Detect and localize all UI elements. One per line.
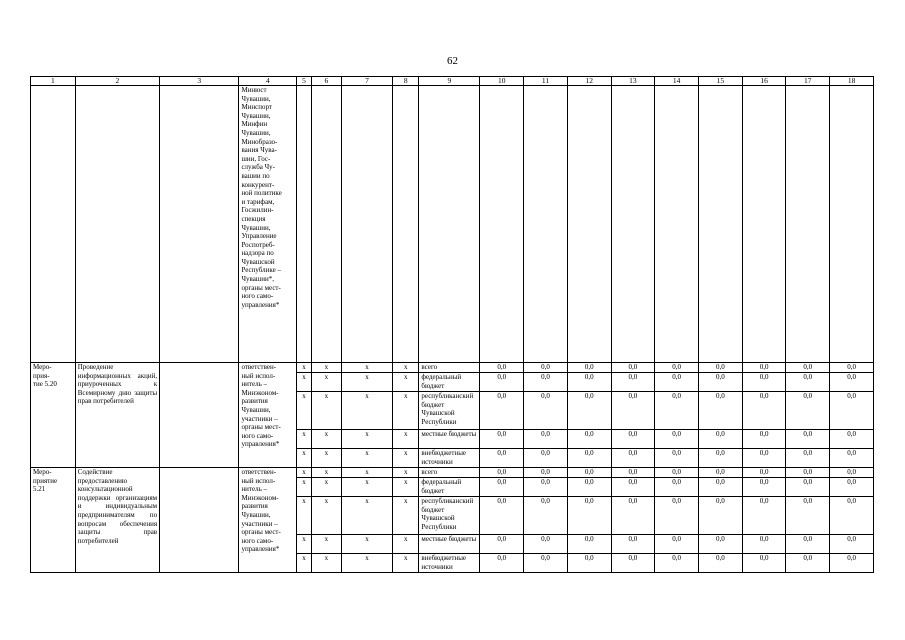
- amount-cell: 0,0: [567, 373, 611, 392]
- amount-cell: 0,0: [699, 554, 743, 573]
- table-cell: [699, 86, 743, 363]
- mark-cell: х: [311, 363, 342, 373]
- amount-cell: 0,0: [742, 468, 786, 478]
- amount-cell: 0,0: [786, 363, 830, 373]
- col-header: 14: [655, 77, 699, 86]
- amount-cell: 0,0: [742, 497, 786, 535]
- mark-cell: х: [311, 497, 342, 535]
- amount-cell: 0,0: [742, 554, 786, 573]
- mark-cell: х: [297, 535, 311, 554]
- amount-cell: 0,0: [480, 554, 524, 573]
- amount-cell: 0,0: [742, 449, 786, 468]
- mark-cell: х: [392, 373, 418, 392]
- amount-cell: 0,0: [742, 535, 786, 554]
- amount-cell: 0,0: [830, 478, 874, 497]
- funding-source: республиканский бюджет Чувашской Республики: [419, 497, 480, 535]
- amount-cell: 0,0: [699, 478, 743, 497]
- mark-cell: х: [392, 392, 418, 430]
- mark-cell: х: [311, 478, 342, 497]
- amount-cell: 0,0: [524, 554, 568, 573]
- table-cell: [742, 86, 786, 363]
- col-header: 9: [419, 77, 480, 86]
- mark-cell: х: [342, 554, 393, 573]
- amount-cell: 0,0: [524, 468, 568, 478]
- mark-cell: х: [392, 363, 418, 373]
- amount-cell: 0,0: [567, 468, 611, 478]
- table-cell: [160, 363, 239, 468]
- mark-cell: х: [297, 497, 311, 535]
- mark-cell: х: [392, 535, 418, 554]
- amount-cell: 0,0: [742, 430, 786, 449]
- funding-source: местные бюджеты: [419, 430, 480, 449]
- amount-cell: 0,0: [480, 392, 524, 430]
- amount-cell: 0,0: [524, 497, 568, 535]
- amount-cell: 0,0: [830, 363, 874, 373]
- table-cell: [75, 86, 159, 363]
- amount-cell: 0,0: [524, 430, 568, 449]
- amount-cell: 0,0: [480, 363, 524, 373]
- amount-cell: 0,0: [611, 554, 655, 573]
- amount-cell: 0,0: [524, 363, 568, 373]
- col-header: 8: [392, 77, 418, 86]
- amount-cell: 0,0: [830, 373, 874, 392]
- mark-cell: х: [311, 468, 342, 478]
- mark-cell: х: [297, 430, 311, 449]
- funding-source: внебюджетные источники: [419, 554, 480, 573]
- amount-cell: 0,0: [524, 535, 568, 554]
- amount-cell: 0,0: [699, 497, 743, 535]
- amount-cell: 0,0: [480, 449, 524, 468]
- mark-cell: х: [311, 430, 342, 449]
- amount-cell: 0,0: [567, 430, 611, 449]
- amount-cell: 0,0: [611, 497, 655, 535]
- col-header: 4: [239, 77, 297, 86]
- amount-cell: 0,0: [480, 497, 524, 535]
- measure-executors: ответствен- ный испол- нитель – Минэконом- развития Чувашии, участники – органы мест- ного само- управления*: [239, 363, 297, 468]
- mark-cell: х: [311, 392, 342, 430]
- amount-cell: 0,0: [786, 449, 830, 468]
- amount-cell: 0,0: [699, 449, 743, 468]
- amount-cell: 0,0: [786, 478, 830, 497]
- amount-cell: 0,0: [567, 392, 611, 430]
- col-header: 13: [611, 77, 655, 86]
- amount-cell: 0,0: [742, 392, 786, 430]
- mark-cell: х: [311, 535, 342, 554]
- amount-cell: 0,0: [480, 478, 524, 497]
- col-header: 3: [160, 77, 239, 86]
- amount-cell: 0,0: [480, 535, 524, 554]
- funding-source: всего: [419, 363, 480, 373]
- table-row: [31, 468, 874, 478]
- measure-title: Проведение информационных акций, приуроченных к Всемирному дню защиты прав потребителей: [75, 363, 159, 468]
- amount-cell: 0,0: [567, 363, 611, 373]
- amount-cell: 0,0: [567, 478, 611, 497]
- funding-source: федеральный бюджет: [419, 478, 480, 497]
- amount-cell: 0,0: [655, 373, 699, 392]
- mark-cell: х: [392, 430, 418, 449]
- amount-cell: 0,0: [480, 430, 524, 449]
- amount-cell: 0,0: [567, 535, 611, 554]
- amount-cell: 0,0: [786, 535, 830, 554]
- measure-title: Содействие предоставлению консультационной поддержки организациям и индивидуальным предпринимателям по вопросам обеспечения защиты прав потребителей: [75, 468, 159, 573]
- amount-cell: 0,0: [699, 535, 743, 554]
- table-cell: [297, 86, 311, 363]
- amount-cell: 0,0: [655, 535, 699, 554]
- amount-cell: 0,0: [611, 449, 655, 468]
- col-header: 15: [699, 77, 743, 86]
- amount-cell: 0,0: [699, 392, 743, 430]
- amount-cell: 0,0: [742, 363, 786, 373]
- amount-cell: 0,0: [830, 449, 874, 468]
- mark-cell: х: [342, 497, 393, 535]
- col-header: 12: [567, 77, 611, 86]
- amount-cell: 0,0: [655, 363, 699, 373]
- amount-cell: 0,0: [786, 554, 830, 573]
- amount-cell: 0,0: [830, 554, 874, 573]
- mark-cell: х: [342, 373, 393, 392]
- table-cell: [480, 86, 524, 363]
- amount-cell: 0,0: [830, 392, 874, 430]
- mark-cell: х: [297, 554, 311, 573]
- funding-source: всего: [419, 468, 480, 478]
- table-cell: [311, 86, 342, 363]
- amount-cell: 0,0: [611, 430, 655, 449]
- amount-cell: 0,0: [611, 478, 655, 497]
- amount-cell: 0,0: [611, 392, 655, 430]
- mark-cell: х: [311, 373, 342, 392]
- table-cell: [419, 86, 480, 363]
- amount-cell: 0,0: [524, 449, 568, 468]
- amount-cell: 0,0: [655, 478, 699, 497]
- table-cell: [160, 468, 239, 573]
- col-header: 1: [31, 77, 76, 86]
- col-header: 18: [830, 77, 874, 86]
- mark-cell: х: [342, 363, 393, 373]
- col-header: 7: [342, 77, 393, 86]
- table-cell: [31, 86, 76, 363]
- mark-cell: х: [297, 363, 311, 373]
- mark-cell: х: [342, 449, 393, 468]
- amount-cell: 0,0: [830, 468, 874, 478]
- table-cell: [655, 86, 699, 363]
- table-cell: [342, 86, 393, 363]
- amount-cell: 0,0: [786, 373, 830, 392]
- amount-cell: 0,0: [655, 554, 699, 573]
- mark-cell: х: [342, 478, 393, 497]
- table-cell: [567, 86, 611, 363]
- amount-cell: 0,0: [786, 392, 830, 430]
- amount-cell: 0,0: [567, 497, 611, 535]
- mark-cell: х: [392, 468, 418, 478]
- amount-cell: 0,0: [611, 535, 655, 554]
- table-cell: [160, 86, 239, 363]
- amount-cell: 0,0: [611, 468, 655, 478]
- executors-cell: Минюст Чувашии, Минспорт Чувашии, Минфин Чувашии, Минобразо- вания Чува- шии, Гос- служба Чу- вашии по конкурент- ной политике и тарифам, Госжилин- спекция Чувашии, Управление Роспотреб- надзора по Чувашской Республике – Чувашии*, органы мест- ного само- управления*: [239, 86, 297, 363]
- measure-code: Меро- прия- тие 5.20: [31, 363, 76, 468]
- funding-source: внебюджетные источники: [419, 449, 480, 468]
- col-header: 6: [311, 77, 342, 86]
- amount-cell: 0,0: [699, 363, 743, 373]
- amount-cell: 0,0: [699, 373, 743, 392]
- col-header: 11: [524, 77, 568, 86]
- table-cell: [392, 86, 418, 363]
- budget-table: [30, 76, 874, 573]
- col-header: 5: [297, 77, 311, 86]
- amount-cell: 0,0: [655, 392, 699, 430]
- mark-cell: х: [342, 535, 393, 554]
- col-header: 17: [786, 77, 830, 86]
- measure-code: Меро- приятие 5.21: [31, 468, 76, 573]
- page-number: 62: [447, 55, 458, 67]
- amount-cell: 0,0: [830, 535, 874, 554]
- amount-cell: 0,0: [830, 430, 874, 449]
- amount-cell: 0,0: [699, 430, 743, 449]
- amount-cell: 0,0: [742, 373, 786, 392]
- amount-cell: 0,0: [742, 478, 786, 497]
- mark-cell: х: [297, 392, 311, 430]
- amount-cell: 0,0: [655, 430, 699, 449]
- mark-cell: х: [392, 554, 418, 573]
- amount-cell: 0,0: [786, 497, 830, 535]
- mark-cell: х: [342, 392, 393, 430]
- funding-source: федеральный бюджет: [419, 373, 480, 392]
- amount-cell: 0,0: [524, 392, 568, 430]
- amount-cell: 0,0: [567, 449, 611, 468]
- table-cell: [524, 86, 568, 363]
- mark-cell: х: [342, 430, 393, 449]
- amount-cell: 0,0: [655, 468, 699, 478]
- measure-executors: ответствен- ный испол- нитель – Минэконом- развития Чувашии, участники – органы мест- ного само- управления*: [239, 468, 297, 573]
- amount-cell: 0,0: [480, 468, 524, 478]
- table-row-continuation: [31, 86, 874, 363]
- funding-source: местные бюджеты: [419, 535, 480, 554]
- amount-cell: 0,0: [567, 554, 611, 573]
- mark-cell: х: [297, 373, 311, 392]
- mark-cell: х: [392, 449, 418, 468]
- mark-cell: х: [297, 478, 311, 497]
- mark-cell: х: [342, 468, 393, 478]
- funding-source: республиканский бюджет Чувашской Республики: [419, 392, 480, 430]
- table-row: [31, 363, 874, 373]
- mark-cell: х: [311, 554, 342, 573]
- col-header: 16: [742, 77, 786, 86]
- col-header: 10: [480, 77, 524, 86]
- table-body: [31, 86, 874, 573]
- amount-cell: 0,0: [786, 468, 830, 478]
- amount-cell: 0,0: [655, 497, 699, 535]
- mark-cell: х: [311, 449, 342, 468]
- amount-cell: 0,0: [699, 468, 743, 478]
- mark-cell: х: [297, 468, 311, 478]
- amount-cell: 0,0: [830, 497, 874, 535]
- amount-cell: 0,0: [655, 449, 699, 468]
- table-cell: [830, 86, 874, 363]
- mark-cell: х: [297, 449, 311, 468]
- amount-cell: 0,0: [524, 373, 568, 392]
- table-cell: [611, 86, 655, 363]
- amount-cell: 0,0: [786, 430, 830, 449]
- header-row: [31, 77, 874, 86]
- mark-cell: х: [392, 478, 418, 497]
- amount-cell: 0,0: [611, 363, 655, 373]
- amount-cell: 0,0: [524, 478, 568, 497]
- amount-cell: 0,0: [611, 373, 655, 392]
- amount-cell: 0,0: [480, 373, 524, 392]
- col-header: 2: [75, 77, 159, 86]
- mark-cell: х: [392, 497, 418, 535]
- table-cell: [786, 86, 830, 363]
